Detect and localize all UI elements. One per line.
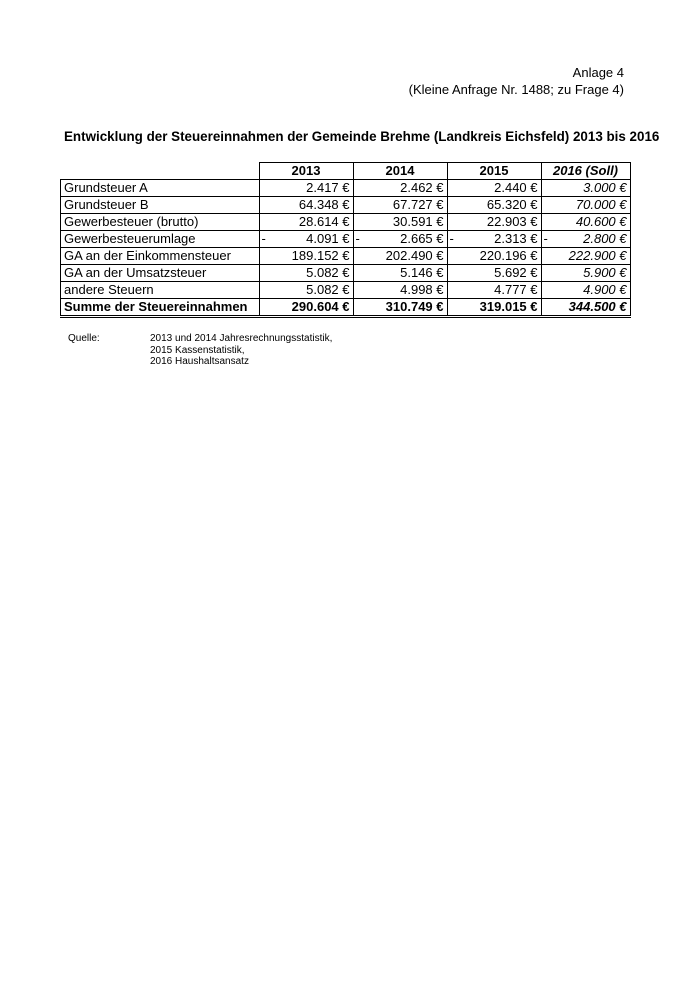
cell-2016: 3.000 € <box>541 180 630 197</box>
col-header-2015: 2015 <box>447 163 541 180</box>
cell-value: 2.800 € <box>583 231 627 246</box>
source-line: 2013 und 2014 Jahresrechnungsstatistik, <box>150 333 333 344</box>
cell-2014 <box>353 231 447 248</box>
cell-2015: 22.903 € <box>447 214 541 231</box>
cell-2015: 65.320 € <box>447 197 541 214</box>
sum-2014: 310.749 € <box>353 299 447 317</box>
table-row <box>61 180 631 197</box>
table-row <box>61 197 631 214</box>
minus-sign: - <box>449 231 454 246</box>
cell-2013: 28.614 € <box>259 214 353 231</box>
sum-row <box>61 299 631 317</box>
cell-2014: 30.591 € <box>353 214 447 231</box>
sum-2016: 344.500 € <box>541 299 630 317</box>
cell-2015: 220.196 € <box>447 248 541 265</box>
cell-2015 <box>447 231 541 248</box>
row-label: GA an der Einkommensteuer <box>61 248 260 265</box>
sum-label: Summe der Steuereinnahmen <box>61 299 260 317</box>
row-label: andere Steuern <box>61 282 260 299</box>
cell-2015: 5.692 € <box>447 265 541 282</box>
tax-revenue-table <box>60 162 631 318</box>
sum-2013: 290.604 € <box>259 299 353 317</box>
table-row <box>61 265 631 282</box>
cell-2014: 2.462 € <box>353 180 447 197</box>
cell-2016 <box>541 231 630 248</box>
cell-2013: 2.417 € <box>259 180 353 197</box>
header-empty-cell <box>61 163 260 180</box>
cell-2015: 2.440 € <box>447 180 541 197</box>
row-label: GA an der Umsatzsteuer <box>61 265 260 282</box>
cell-2016: 4.900 € <box>541 282 630 299</box>
cell-2016: 5.900 € <box>541 265 630 282</box>
cell-2013: 5.082 € <box>259 265 353 282</box>
table-row <box>61 248 631 265</box>
source-lines <box>150 333 332 368</box>
table-row <box>61 214 631 231</box>
cell-2015: 4.777 € <box>447 282 541 299</box>
cell-2013: 189.152 € <box>259 248 353 265</box>
cell-2013: 64.348 € <box>259 197 353 214</box>
table-row <box>61 282 631 299</box>
cell-2016: 222.900 € <box>541 248 630 265</box>
cell-value: 4.091 € <box>306 231 350 246</box>
cell-2014: 5.146 € <box>353 265 447 282</box>
row-label: Gewerbesteuer (brutto) <box>61 214 260 231</box>
row-label: Gewerbesteuerumlage <box>61 231 260 248</box>
minus-sign: - <box>543 231 548 246</box>
document-title: Entwicklung der Steuereinnahmen der Gemeinde Brehme (Landkreis Eichsfeld) 2013 bis 2016 <box>64 129 660 144</box>
cell-2014: 4.998 € <box>353 282 447 299</box>
cell-2014: 202.490 € <box>353 248 447 265</box>
annex-number: Anlage 4 <box>572 65 624 80</box>
minus-sign: - <box>261 231 266 246</box>
source-label: Quelle: <box>68 333 100 344</box>
cell-value: 2.665 € <box>400 231 444 246</box>
table-header-row <box>61 163 631 180</box>
annex-header <box>409 64 624 98</box>
col-header-2014: 2014 <box>353 163 447 180</box>
sum-2015: 319.015 € <box>447 299 541 317</box>
table-row <box>61 231 631 248</box>
row-label: Grundsteuer A <box>61 180 260 197</box>
source-line: 2015 Kassenstatistik, <box>150 344 245 356</box>
source-line: 2016 Haushaltsansatz <box>150 356 249 367</box>
cell-2014: 67.727 € <box>353 197 447 214</box>
cell-2013: 5.082 € <box>259 282 353 299</box>
row-label: Grundsteuer B <box>61 197 260 214</box>
col-header-2016-soll: 2016 (Soll) <box>541 163 630 180</box>
cell-2013 <box>259 231 353 248</box>
annex-reference: (Kleine Anfrage Nr. 1488; zu Frage 4) <box>408 82 624 97</box>
cell-2016: 70.000 € <box>541 197 630 214</box>
cell-value: 2.313 € <box>494 231 538 246</box>
minus-sign: - <box>355 231 360 246</box>
col-header-2013: 2013 <box>259 163 353 180</box>
cell-2016: 40.600 € <box>541 214 630 231</box>
